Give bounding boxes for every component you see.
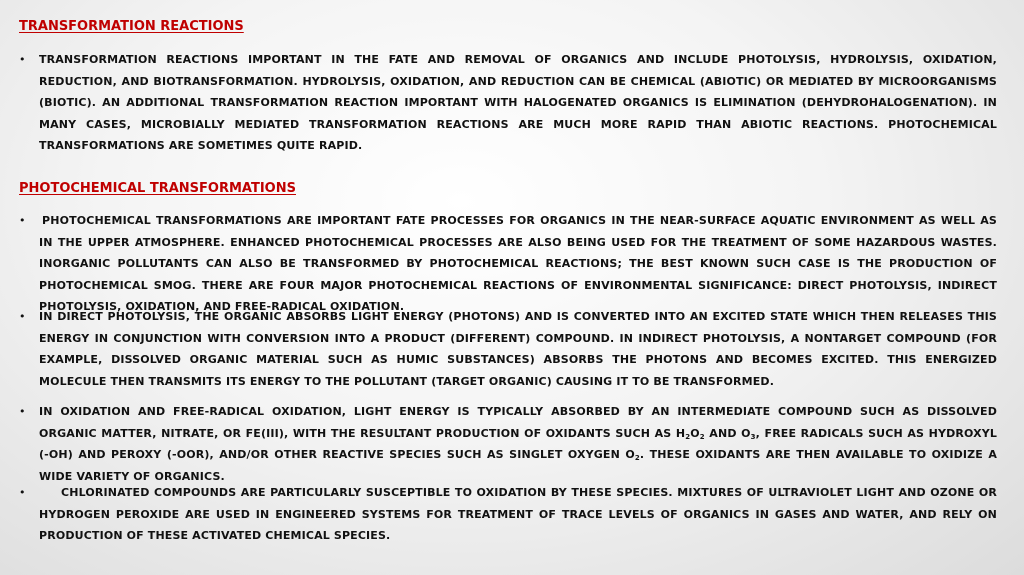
- bullet-dot: •: [19, 486, 26, 499]
- bullet-dot: •: [19, 405, 26, 418]
- section-heading-transformation-reactions: TRANSFORMATION REACTIONS: [19, 19, 244, 34]
- bullet-dot: •: [19, 53, 26, 66]
- bullet-text: CHLORINATED COMPOUNDS ARE PARTICULARLY SUSCEPTIBLE TO OXIDATION BY THESE SPECIES. MIXTURES OF ULTRAVIOLET LIGHT AND OZONE OR HYDROGEN PEROXIDE ARE USED IN ENGINEERED SYSTEMS FOR TREATMENT OF TRACE LEVELS OF ORGANICS IN GASES AND WATER, AND RELY ON PRODUCTION OF THESE ACTIVATED CHEMICAL SPECIES.: [39, 486, 997, 542]
- bullet-text: PHOTOCHEMICAL TRANSFORMATIONS ARE IMPORTANT FATE PROCESSES FOR ORGANICS IN THE NEAR-SURFACE AQUATIC ENVIRONMENT AS WELL AS IN THE UPPER ATMOSPHERE. ENHANCED PHOTOCHEMICAL PROCESSES ARE ALSO BEING USED FOR THE TREATMENT OF SOME HAZARDOUS WASTES. INORGANIC POLLUTANTS CAN ALSO BE TRANSFORMED BY PHOTOCHEMICAL REACTIONS; THE BEST KNOWN SUCH CASE IS THE PRODUCTION OF PHOTOCHEMICAL SMOG. THERE ARE FOUR MAJOR PHOTOCHEMICAL REACTIONS OF ENVIRONMENTAL SIGNIFICANCE: DIRECT PHOTOLYSIS, INDIRECT PHOTOLYSIS, OXIDATION, AND FREE-RADICAL OXIDATION.: [39, 214, 997, 313]
- bullet-oxidation: [19, 401, 997, 487]
- bullet-dot: •: [19, 214, 26, 227]
- bullet-text: TRANSFORMATION REACTIONS IMPORTANT IN THE FATE AND REMOVAL OF ORGANICS AND INCLUDE PHOTOLYSIS, HYDROLYSIS, OXIDATION, REDUCTION, AND BIOTRANSFORMATION. HYDROLYSIS, OXIDATION, AND REDUCTION CAN BE CHEMICAL (ABIOTIC) OR MEDIATED BY MICROORGANISMS (BIOTIC). AN ADDITIONAL TRANSFORMATION REACTION IMPORTANT WITH HALOGENATED ORGANICS IS ELIMINATION (DEHYDROHALOGENATION). IN MANY CASES, MICROBIALLY MEDIATED TRANSFORMATION REACTIONS ARE MUCH MORE RAPID THAN ABIOTIC REACTIONS. PHOTOCHEMICAL TRANSFORMATIONS ARE SOMETIMES QUITE RAPID.: [39, 53, 997, 152]
- bullet-text: IN OXIDATION AND FREE-RADICAL OXIDATION, LIGHT ENERGY IS TYPICALLY ABSORBED BY AN INTERMEDIATE COMPOUND SUCH AS DISSOLVED ORGANIC MATTER, NITRATE, OR FE(III), WITH THE RESULTANT PRODUCTION OF OXIDANTS SUCH AS $H_2O_2$ AND $O_3$, FREE RADICALS SUCH AS HYDROXYL (-OH) AND PEROXY (-OOR), AND/OR OTHER REACTIVE SPECIES SUCH AS SINGLET OXYGEN $O_2$. THESE OXIDANTS ARE THEN AVAILABLE TO OXIDIZE A WIDE VARIETY OF ORGANICS.: [39, 405, 998, 483]
- bullet-photochemical-overview: [19, 210, 997, 318]
- bullet-dot: •: [19, 310, 26, 323]
- bullet-text: IN DIRECT PHOTOLYSIS, THE ORGANIC ABSORBS LIGHT ENERGY (PHOTONS) AND IS CONVERTED INTO AN EXCITED STATE WHICH THEN RELEASES THIS ENERGY IN CONJUNCTION WITH CONVERSION INTO A PRODUCT (DIFFERENT) COMPOUND. IN INDIRECT PHOTOLYSIS, A NONTARGET COMPOUND (FOR EXAMPLE, DISSOLVED ORGANIC MATERIAL SUCH AS HUMIC SUBSTANCES) ABSORBS THE PHOTONS AND BECOMES EXCITED. THIS ENERGIZED MOLECULE THEN TRANSMITS ITS ENERGY TO THE POLLUTANT (TARGET ORGANIC) CAUSING IT TO BE TRANSFORMED.: [39, 310, 997, 388]
- bullet-direct-photolysis: [19, 306, 997, 392]
- bullet-transformation-reactions: [19, 49, 997, 157]
- section-heading-photochemical-transformations: PHOTOCHEMICAL TRANSFORMATIONS: [19, 181, 296, 196]
- bullet-chlorinated-compounds: [19, 482, 997, 547]
